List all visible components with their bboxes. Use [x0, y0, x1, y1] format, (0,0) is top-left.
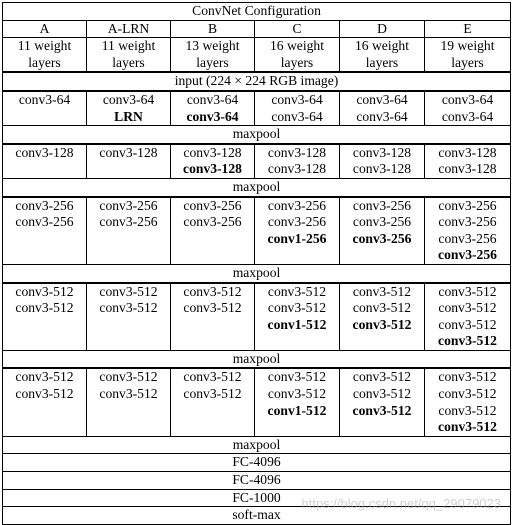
layer-name: conv1-256 [267, 230, 327, 246]
layer-cell [425, 91, 511, 126]
column-letter-5: E [425, 20, 511, 38]
layer-cell [340, 197, 425, 265]
layer-name: conv3-64 [102, 91, 155, 107]
layer-name: conv3-512 [183, 369, 242, 385]
column-desc-2 [171, 38, 255, 73]
layer-cell [3, 91, 87, 126]
maxpool-row: maxpool [3, 350, 511, 368]
column-desc-line: 13 weight [185, 38, 240, 54]
layer-name: conv3-128 [183, 144, 242, 160]
layer-cell [340, 368, 425, 436]
layer-cell [87, 283, 171, 351]
layer-name: conv3-64 [271, 108, 323, 124]
convnet-config-table [2, 2, 511, 525]
column-desc-row [3, 38, 511, 73]
layer-cell [255, 144, 340, 179]
layer-cell [3, 197, 87, 265]
layer-name: conv3-512 [438, 402, 497, 418]
layer-name: conv3-512 [438, 316, 497, 332]
tail-layer-row: FC-1000 [3, 489, 511, 507]
layer-name: conv3-256 [99, 197, 158, 213]
layer-name: conv3-512 [99, 386, 158, 402]
layer-name: conv3-128 [267, 161, 327, 177]
layer-name: conv3-512 [352, 386, 412, 402]
layer-cell [87, 91, 171, 126]
layer-cell [255, 197, 340, 265]
layer-name: conv3-256 [438, 214, 497, 230]
column-desc-line: 16 weight [355, 38, 409, 54]
layer-name: conv3-64 [271, 91, 323, 107]
layer-name: conv3-128 [15, 144, 74, 160]
column-letter-4: D [340, 20, 425, 38]
layer-name: conv3-512 [352, 369, 412, 385]
layer-name: conv3-512 [438, 419, 497, 435]
column-desc-line: layers [365, 54, 399, 70]
layer-name: conv3-256 [352, 197, 412, 213]
input-row: input (224 × 224 RGB image) [3, 72, 511, 91]
layer-block-row [3, 283, 511, 351]
layer-name: conv3-512 [267, 386, 327, 402]
layer-cell [3, 283, 87, 351]
column-desc-line: layers [28, 54, 61, 70]
layer-cell [171, 91, 255, 126]
column-letter-2: B [171, 20, 255, 38]
layer-block-row [3, 368, 511, 436]
layer-name: conv3-128 [438, 161, 497, 177]
layer-block-row [3, 197, 511, 265]
layer-name: conv3-512 [99, 283, 158, 299]
layer-name: conv3-256 [267, 197, 327, 213]
watermark: https://blog.csdn.net/qq_29079023 [301, 496, 501, 511]
maxpool-row: maxpool [3, 264, 511, 282]
layer-cell [171, 144, 255, 179]
layer-cell [87, 197, 171, 265]
layer-cell [3, 144, 87, 179]
layer-name: conv3-512 [352, 300, 412, 316]
layer-name: conv3-64 [356, 91, 408, 107]
column-desc-line: layers [112, 54, 145, 70]
layer-name: conv3-256 [267, 214, 327, 230]
layer-name: conv3-256 [183, 197, 242, 213]
column-desc-5 [425, 38, 511, 73]
layer-block-row [3, 144, 511, 179]
column-letter-3: C [255, 20, 340, 38]
layer-name: conv3-64 [186, 108, 239, 124]
layer-name: conv3-64 [186, 91, 239, 107]
layer-name: conv3-256 [15, 214, 74, 230]
layer-name: conv3-512 [15, 369, 74, 385]
layer-cell [171, 368, 255, 436]
layer-cell [255, 91, 340, 126]
layer-name: conv3-512 [15, 300, 74, 316]
layer-name: conv3-512 [438, 369, 497, 385]
layer-name: conv3-512 [99, 300, 158, 316]
layer-name: conv3-64 [356, 108, 408, 124]
layer-cell [255, 368, 340, 436]
layer-name: conv3-512 [438, 386, 497, 402]
layer-cell [255, 283, 340, 351]
column-desc-line: layers [280, 54, 314, 70]
column-desc-0 [3, 38, 87, 73]
tail-layer-row: FC-4096 [3, 454, 511, 472]
layer-name: LRN [114, 108, 143, 124]
layer-name: conv3-64 [18, 91, 71, 107]
layer-name: conv1-512 [267, 316, 327, 332]
layer-cell [425, 144, 511, 179]
layer-name: conv3-256 [438, 197, 497, 213]
maxpool-row: maxpool [3, 126, 511, 144]
table-title: ConvNet Configuration [3, 3, 511, 21]
layer-cell [340, 91, 425, 126]
layer-name: conv3-512 [183, 300, 242, 316]
layer-name: conv3-512 [438, 283, 497, 299]
layer-cell [425, 368, 511, 436]
layer-name: conv3-512 [352, 402, 412, 418]
layer-name: conv3-128 [352, 161, 412, 177]
maxpool-row: maxpool [3, 436, 511, 454]
column-desc-line: 11 weight [101, 38, 156, 54]
layer-name: conv3-256 [438, 247, 497, 263]
layer-name: conv3-64 [441, 108, 494, 124]
layer-cell [87, 368, 171, 436]
column-desc-3 [255, 38, 340, 73]
layer-name: conv3-512 [438, 300, 497, 316]
tail-layer-row: soft-max [3, 507, 511, 525]
layer-name: conv3-512 [183, 386, 242, 402]
layer-cell [87, 144, 171, 179]
layer-name: conv3-512 [183, 283, 242, 299]
layer-name: conv3-64 [441, 91, 494, 107]
layer-block-row [3, 91, 511, 126]
layer-name: conv3-256 [352, 230, 412, 246]
column-desc-4 [340, 38, 425, 73]
layer-name: conv3-128 [267, 144, 327, 160]
layer-cell [171, 283, 255, 351]
column-desc-line: layers [196, 54, 229, 70]
layer-name: conv3-512 [267, 369, 327, 385]
column-letter-0: A [3, 20, 87, 38]
layer-name: conv3-128 [99, 144, 158, 160]
layer-name: conv3-128 [352, 144, 412, 160]
layer-name: conv3-128 [183, 161, 242, 177]
layer-cell [340, 144, 425, 179]
column-letter-1: A-LRN [87, 20, 171, 38]
column-desc-line: layers [451, 54, 484, 70]
layer-name: conv1-512 [267, 402, 327, 418]
layer-name: conv3-512 [438, 333, 497, 349]
layer-name: conv3-256 [438, 230, 497, 246]
layer-name: conv3-256 [352, 214, 412, 230]
layer-cell [340, 283, 425, 351]
column-desc-1 [87, 38, 171, 73]
layer-name: conv3-512 [352, 283, 412, 299]
column-desc-line: 16 weight [270, 38, 324, 54]
layer-cell [171, 197, 255, 265]
layer-cell [3, 368, 87, 436]
column-desc-line: 19 weight [440, 38, 495, 54]
layer-name: conv3-128 [438, 144, 497, 160]
tail-layer-row: FC-4096 [3, 472, 511, 490]
maxpool-row: maxpool [3, 178, 511, 196]
layer-name: conv3-512 [15, 386, 74, 402]
layer-name: conv3-512 [15, 283, 74, 299]
layer-name: conv3-512 [267, 300, 327, 316]
layer-name: conv3-512 [267, 283, 327, 299]
layer-name: conv3-256 [99, 214, 158, 230]
layer-name: conv3-512 [352, 316, 412, 332]
column-letters-row [3, 20, 511, 38]
layer-name: conv3-512 [99, 369, 158, 385]
layer-cell [425, 283, 511, 351]
layer-cell [425, 197, 511, 265]
layer-name: conv3-256 [183, 214, 242, 230]
layer-name: conv3-256 [15, 197, 74, 213]
column-desc-line: 11 weight [17, 38, 72, 54]
